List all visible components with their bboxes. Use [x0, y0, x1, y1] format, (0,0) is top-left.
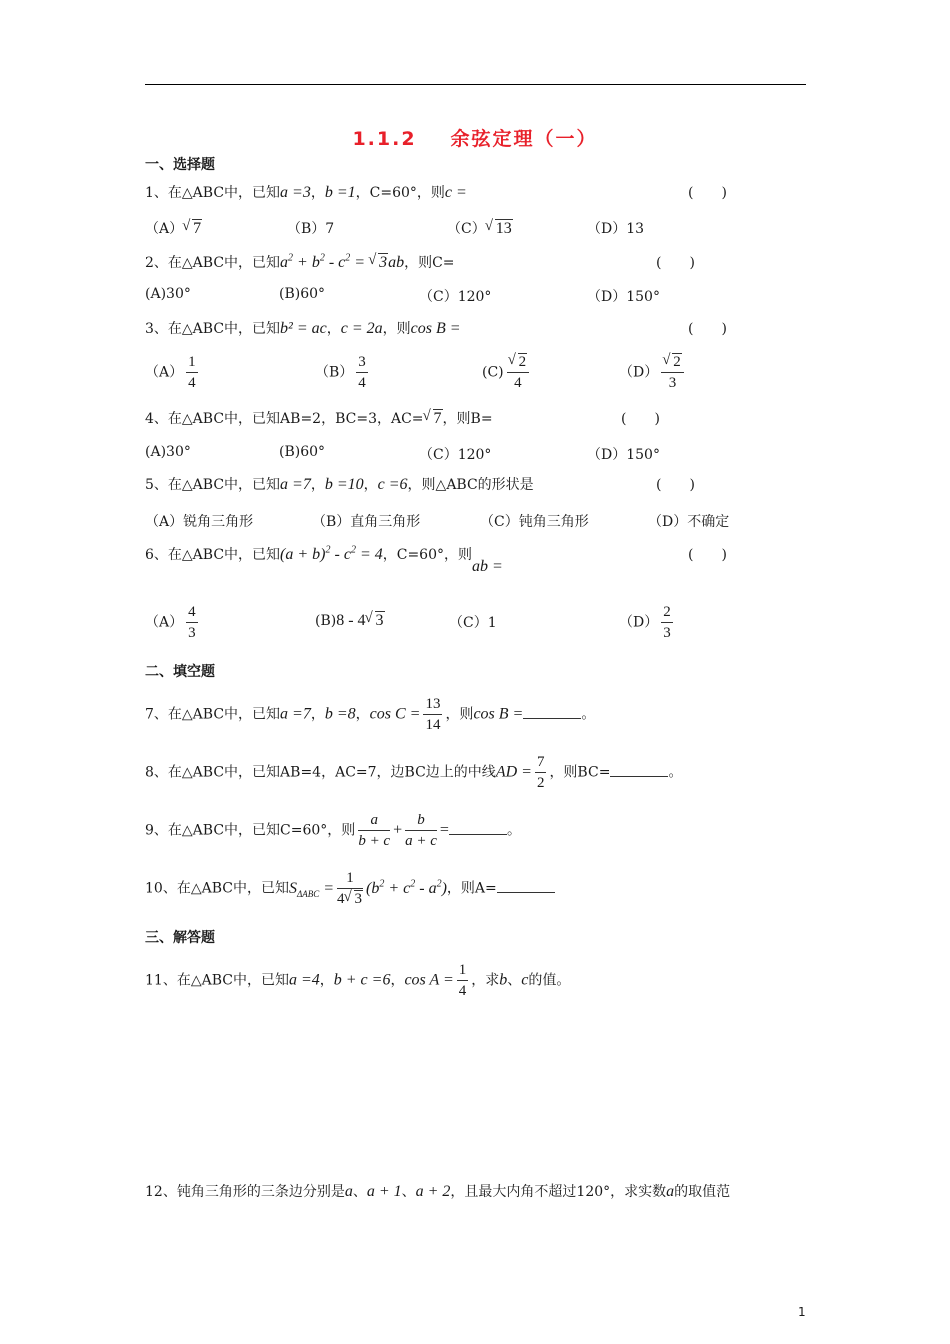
question-10: 10、在△ABC中，已知$S_{\Delta ABC}$ = $\frac{1}{4√ 3}$ $(b^2 + c^2 - a^2)$，则A=	[145, 868, 555, 909]
option-2c: （C）120°	[419, 289, 492, 305]
option-1a: （A）√ 7	[145, 218, 202, 238]
section-heading-answer: 三、解答题	[145, 930, 215, 946]
answer-paren-5: ( )	[656, 477, 695, 493]
answer-blank-10	[497, 878, 555, 893]
option-4d: （D）150°	[587, 447, 660, 463]
question-4: 4、在△ABC中，已知AB=2，BC=3，AC=√ 7，则B=	[145, 408, 493, 428]
question-2: 2、在△ABC中，已知$a^2 + b^2 - c^2$ = √ 3ab，则C=	[145, 252, 455, 272]
question-12: 12、钝角三角形的三条边分别是a、a + 1、a + 2，且最大内角不超过120°，求实数a的取值范	[145, 1183, 731, 1200]
question-9: 9、在△ABC中，已知C=60°，则 $\frac{a}{b + c}$ + $\frac{b}{a + c}$ = 。	[145, 812, 521, 849]
option-5b: （B）直角三角形	[312, 514, 421, 530]
option-2d: （D）150°	[587, 289, 660, 305]
section-heading-fill: 二、填空题	[145, 664, 215, 680]
question-5: 5、在△ABC中，已知a =7，b =10，c =6，则△ABC的形状是	[145, 476, 534, 493]
answer-paren-4: ( )	[621, 411, 660, 427]
question-8: 8、在△ABC中，已知AB=4，AC=7，边BC边上的中线AD = $\frac{7}{2}$ ，则BC= 。	[145, 754, 683, 791]
option-1c: （C）√ 13	[447, 218, 513, 238]
option-3a: （A） $\frac{1}{4}$	[145, 354, 196, 391]
answer-paren-2: ( )	[656, 255, 695, 271]
option-6c: （C）1	[449, 615, 497, 631]
option-6d: （D） $\frac{2}{3}$	[619, 604, 671, 641]
option-1b: （B）7	[287, 221, 335, 237]
title-text: 余弦定理（一）	[450, 128, 598, 150]
option-2a: (A)30°	[145, 286, 191, 302]
option-4c: （C）120°	[419, 447, 492, 463]
option-3d: （D） √ $\frac{2}{3}$	[619, 352, 687, 393]
option-6a: （A） $\frac{4}{3}$	[145, 604, 196, 641]
answer-paren-6: ( )	[688, 547, 727, 563]
option-1d: （D）13	[587, 221, 645, 237]
section-heading-choice: 一、选择题	[145, 157, 215, 173]
question-1: 1、在△ABC中，已知a =3，b =1，C=60°，则c =	[145, 184, 467, 201]
question-7: 7、在△ABC中，已知a =7，b =8，cos C = $\frac{13}{14}$ ，则cos B = 。	[145, 696, 596, 733]
answer-blank-8	[610, 762, 668, 777]
header-rule	[145, 84, 806, 85]
answer-blank-7	[523, 704, 581, 719]
option-5d: （D）不确定	[648, 514, 730, 530]
page-title	[0, 124, 950, 151]
option-5a: （A）锐角三角形	[145, 514, 254, 530]
option-4a: (A)30°	[145, 444, 191, 460]
option-5c: （C）钝角三角形	[480, 514, 589, 530]
question-3: 3、在△ABC中，已知b² = ac，c = 2a，则cos B =	[145, 320, 461, 337]
answer-paren-3: ( )	[688, 321, 727, 337]
option-2b: (B)60°	[279, 286, 326, 302]
answer-blank-9	[449, 820, 507, 835]
question-11: 11、在△ABC中，已知a =4，b + c =6，cos A = $\frac{1}{4}$ ，求b、c的值。	[145, 962, 571, 999]
option-6b: (B)8 - 4√ 3	[315, 612, 385, 630]
question-6: 6、在△ABC中，已知$(a + b)^2 - c^2 = 4$，C=60°，则ab =	[145, 544, 503, 575]
answer-paren-1: ( )	[688, 185, 727, 201]
option-3b: （B） $\frac{3}{4}$	[315, 354, 366, 391]
option-4b: (B)60°	[279, 444, 326, 460]
option-3c: (C) √ $\frac{2}{4}$	[482, 352, 532, 393]
title-number: 1.1.2	[352, 128, 417, 150]
page-number: 1	[798, 1305, 806, 1319]
